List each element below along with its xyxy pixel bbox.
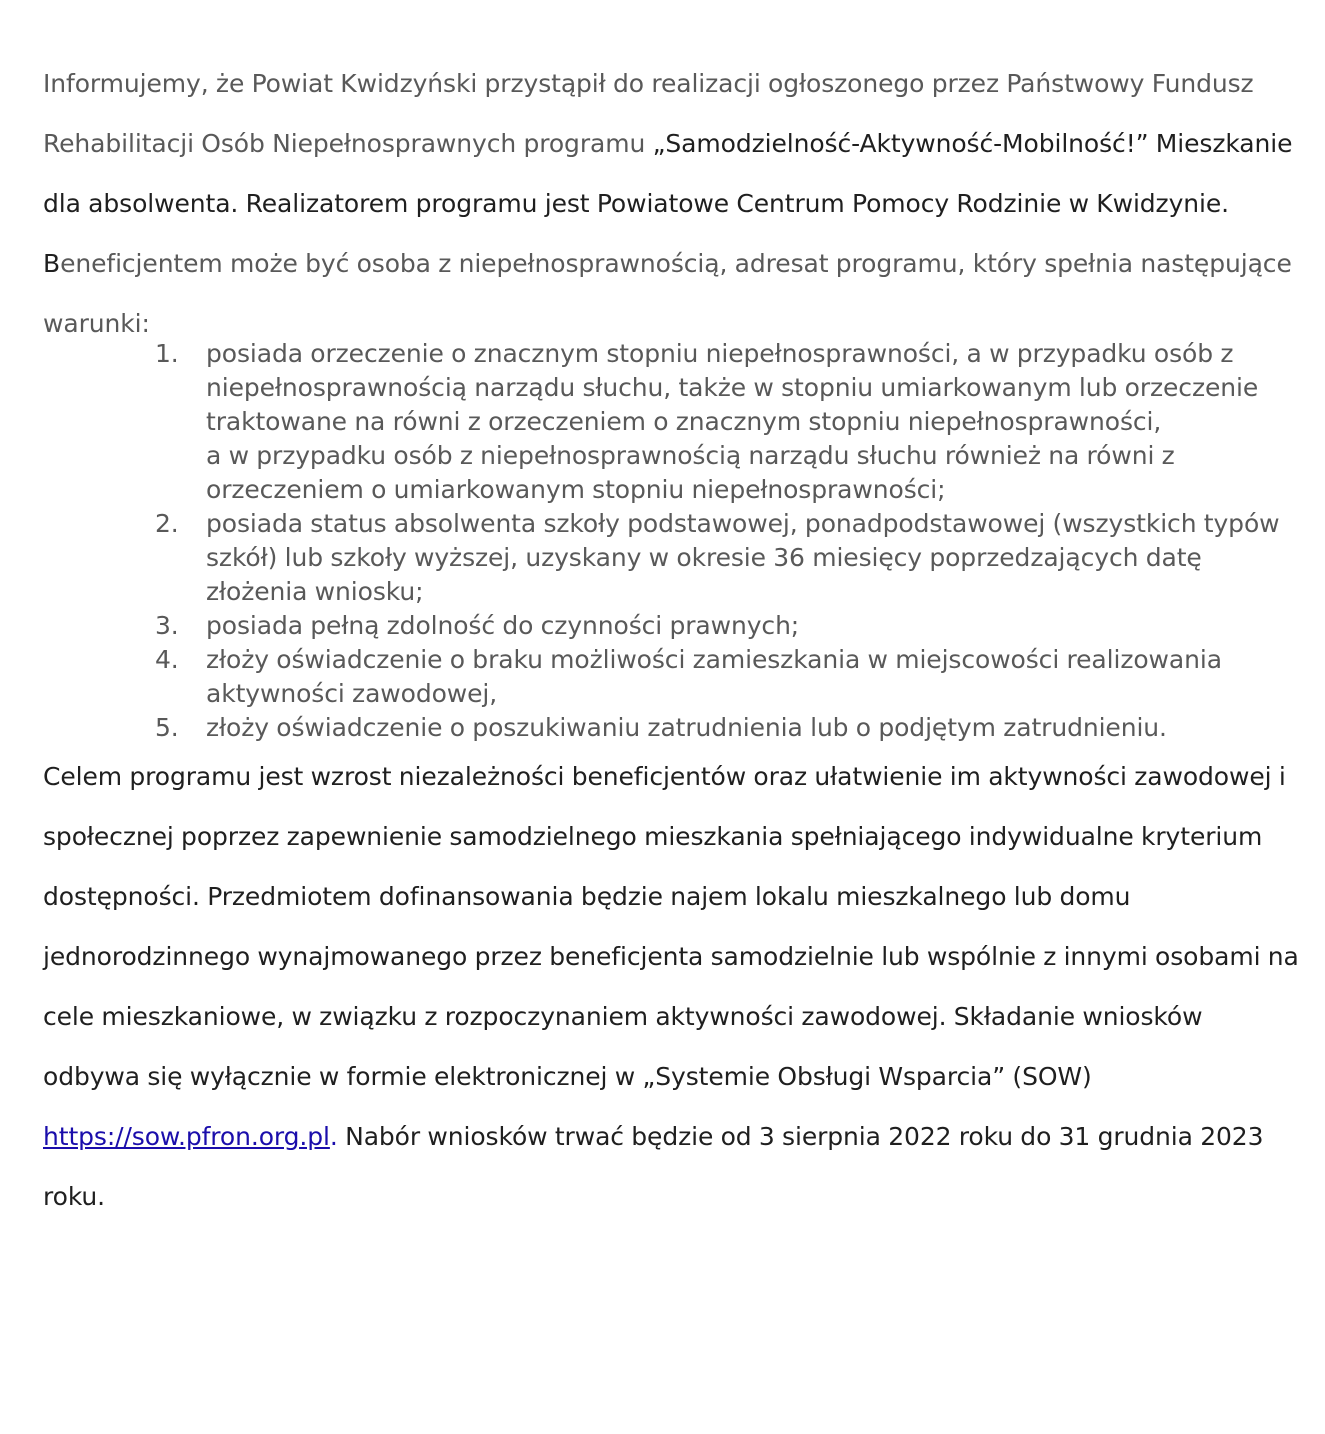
list-item xyxy=(155,609,1305,643)
intro-text-gray: Informujemy, że Powiat Kwidzyński przystąpił do realizacji ogłoszonego przez Państwowy Fundusz Rehabilitacji Osób Niepełnosprawnych programu xyxy=(43,69,1254,158)
list-item-line: posiada status absolwenta szkoły podstawowej, ponadpodstawowej (wszystkich typów szkół) lub szkoły wyższej, uzyskany w okresie 36 miesięcy poprzedzających datę złożenia wniosku; xyxy=(206,509,1280,606)
beneficiary-text: eneficjentem może być osoba z niepełnosprawnością, adresat programu, który spełnia następujące warunki: xyxy=(43,249,1292,338)
aim-paragraph xyxy=(43,747,1305,1227)
list-item-text xyxy=(206,643,1305,711)
link-trailing-dot: . xyxy=(329,1122,338,1151)
list-item xyxy=(155,507,1305,609)
sow-pfron-link[interactable]: https://sow.pfron.org.pl xyxy=(43,1122,330,1151)
list-item xyxy=(155,643,1305,711)
list-item-number: 1. xyxy=(155,339,179,368)
conditions-list xyxy=(155,337,1305,745)
beneficiary-first-letter: B xyxy=(43,249,61,278)
list-item-number: 5. xyxy=(155,713,179,742)
intro-text-dark: „Samodzielność-Aktywność-Mobilność!” Mieszkanie dla absolwenta. Realizatorem programu jest Powiatowe Centrum Pomocy Rodzinie w Kwidzynie. xyxy=(43,129,1293,218)
beneficiary-paragraph xyxy=(43,234,1305,354)
aim-text: Celem programu jest wzrost niezależności beneficjentów oraz ułatwienie im aktywności zawodowej i społecznej poprzez zapewnienie samodzielnego mieszkania spełniającego indywidualne kryterium dostępności. Przedmiotem dofinansowania będzie najem lokalu mieszkalnego lub domu jednorodzinnego wynajmowanego przez beneficjenta samodzielnie lub wspólnie z innymi osobami na cele mieszkaniowe, w związku z rozpoczynaniem aktywności zawodowej. Składanie wniosków odbywa się wyłącznie w formie elektronicznej w „Systemie Obsługi Wsparcia” (SOW) xyxy=(43,762,1299,1091)
list-item xyxy=(155,337,1305,507)
intro-paragraph xyxy=(43,54,1305,234)
list-item-text xyxy=(206,711,1305,745)
list-item-line: a w przypadku osób z niepełnosprawnością narządu słuchu również na równi z orzeczeniem o umiarkowanym stopniu niepełnosprawności; xyxy=(206,441,1175,504)
list-item-line: złoży oświadczenie o poszukiwaniu zatrudnienia lub o podjętym zatrudnieniu. xyxy=(206,713,1167,742)
list-item-number: 3. xyxy=(155,611,179,640)
list-item-line: złoży oświadczenie o braku możliwości zamieszkania w miejscowości realizowania aktywności zawodowej, xyxy=(206,645,1222,708)
list-item xyxy=(155,711,1305,745)
document-body xyxy=(43,54,1305,1227)
list-item-line: posiada orzeczenie o znacznym stopniu niepełnosprawności, a w przypadku osób z niepełnosprawnością narządu słuchu, także w stopniu umiarkowanym lub orzeczenie traktowane na równi z orzeczeniem o znacznym stopniu niepełnosprawności, xyxy=(206,339,1259,436)
list-item-text xyxy=(206,337,1305,507)
list-item-text xyxy=(206,507,1305,609)
recruitment-dates-text: Nabór wniosków trwać będzie od 3 sierpnia 2022 roku do 31 grudnia 2023 roku. xyxy=(43,1122,1264,1211)
list-item-line: posiada pełną zdolność do czynności prawnych; xyxy=(206,611,800,640)
list-item-number: 2. xyxy=(155,509,179,538)
list-item-text xyxy=(206,609,1305,643)
list-item-number: 4. xyxy=(155,645,179,674)
